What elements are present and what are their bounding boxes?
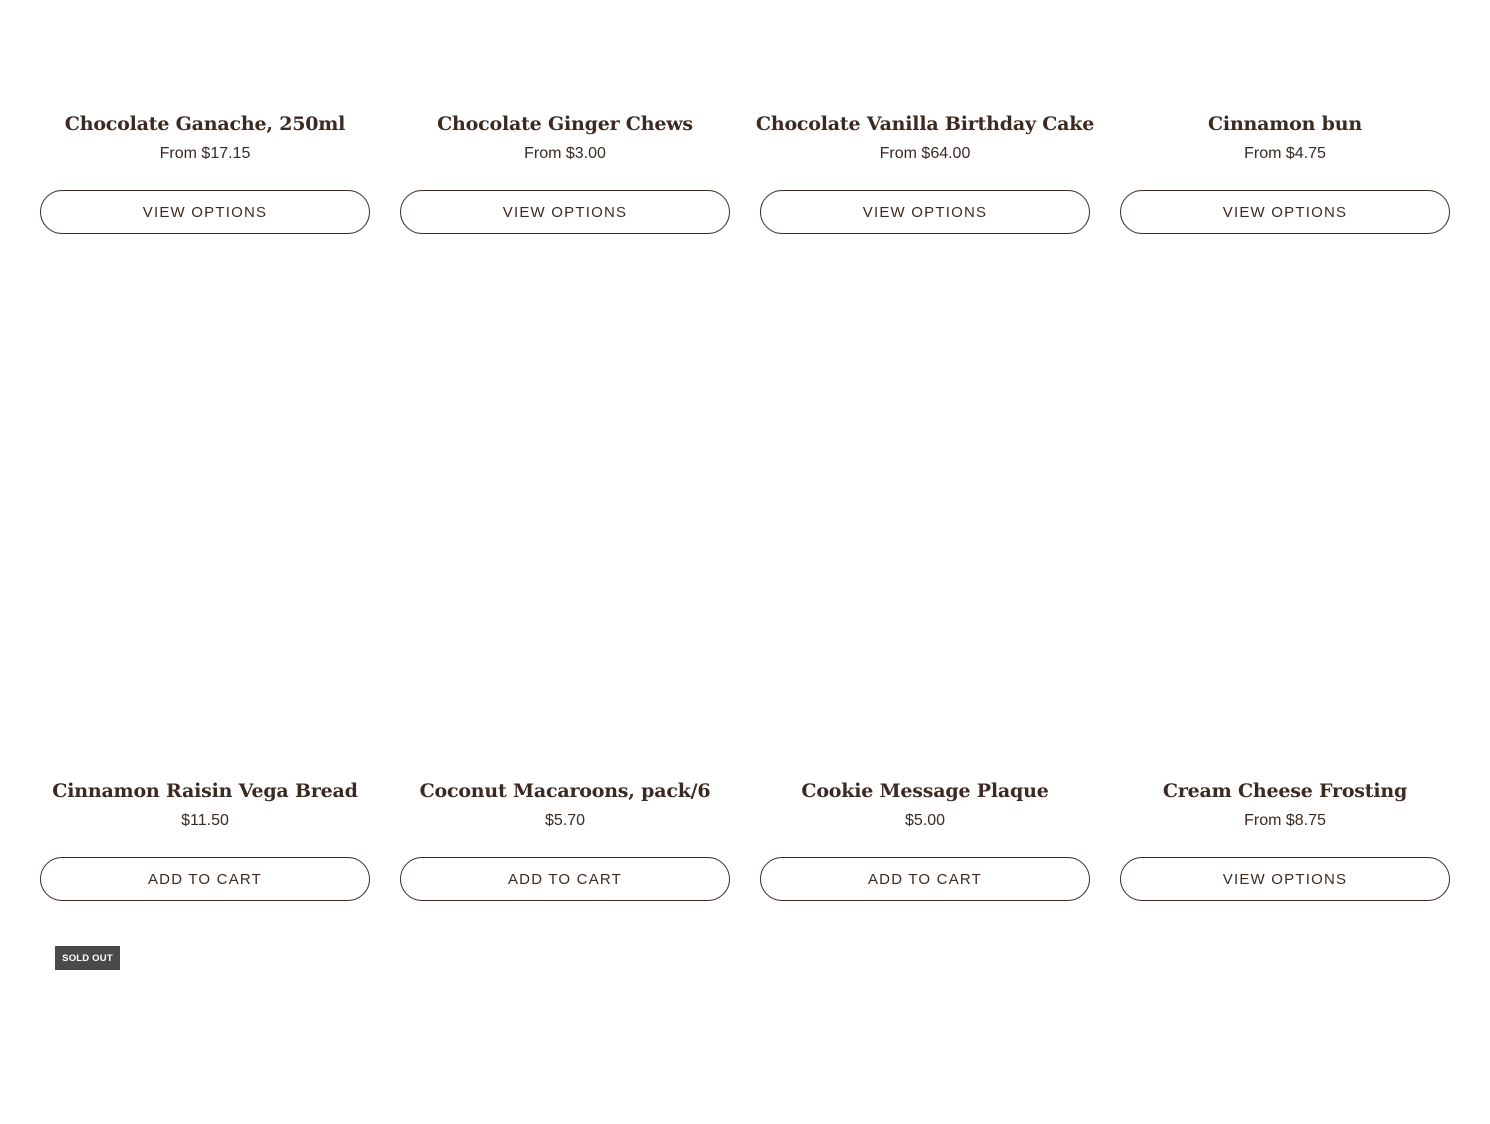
product-card — [400, 108, 730, 234]
product-title[interactable]: Chocolate Ginger Chews — [437, 113, 693, 135]
product-price: From $64.00 — [879, 145, 971, 162]
product-price: $11.50 — [181, 812, 229, 829]
product-grid-row-2 — [40, 775, 1450, 901]
add-to-cart-button[interactable]: ADD TO CART — [40, 857, 370, 901]
product-card — [1120, 108, 1450, 234]
view-options-button[interactable]: VIEW OPTIONS — [400, 190, 730, 234]
product-title[interactable]: Cinnamon Raisin Vega Bread — [52, 780, 358, 802]
product-price: From $17.15 — [159, 145, 251, 162]
view-options-button[interactable]: VIEW OPTIONS — [40, 190, 370, 234]
product-card — [1120, 775, 1450, 901]
add-to-cart-button[interactable]: ADD TO CART — [760, 857, 1090, 901]
product-title[interactable]: Chocolate Ganache, 250ml — [64, 113, 346, 135]
product-title[interactable]: Cinnamon bun — [1208, 113, 1362, 135]
product-card — [40, 108, 370, 234]
product-price: From $8.75 — [1244, 812, 1326, 829]
view-options-button[interactable]: VIEW OPTIONS — [1120, 857, 1450, 901]
product-card — [400, 775, 730, 901]
product-card — [40, 775, 370, 901]
product-title[interactable]: Cream Cheese Frosting — [1162, 780, 1408, 802]
product-price: $5.70 — [544, 812, 586, 829]
product-price: From $4.75 — [1244, 145, 1326, 162]
product-price: $5.00 — [904, 812, 946, 829]
product-price: From $3.00 — [524, 145, 606, 162]
product-title[interactable]: Chocolate Vanilla Birthday Cake — [755, 113, 1095, 135]
product-title[interactable]: Coconut Macaroons, pack/6 — [419, 780, 711, 802]
view-options-button[interactable]: VIEW OPTIONS — [760, 190, 1090, 234]
add-to-cart-button[interactable]: ADD TO CART — [400, 857, 730, 901]
sold-out-badge: SOLD OUT — [55, 946, 120, 970]
product-title[interactable]: Cookie Message Plaque — [801, 780, 1049, 802]
product-grid-row-1 — [40, 108, 1450, 234]
product-card — [760, 775, 1090, 901]
view-options-button[interactable]: VIEW OPTIONS — [1120, 190, 1450, 234]
product-card — [755, 108, 1095, 234]
